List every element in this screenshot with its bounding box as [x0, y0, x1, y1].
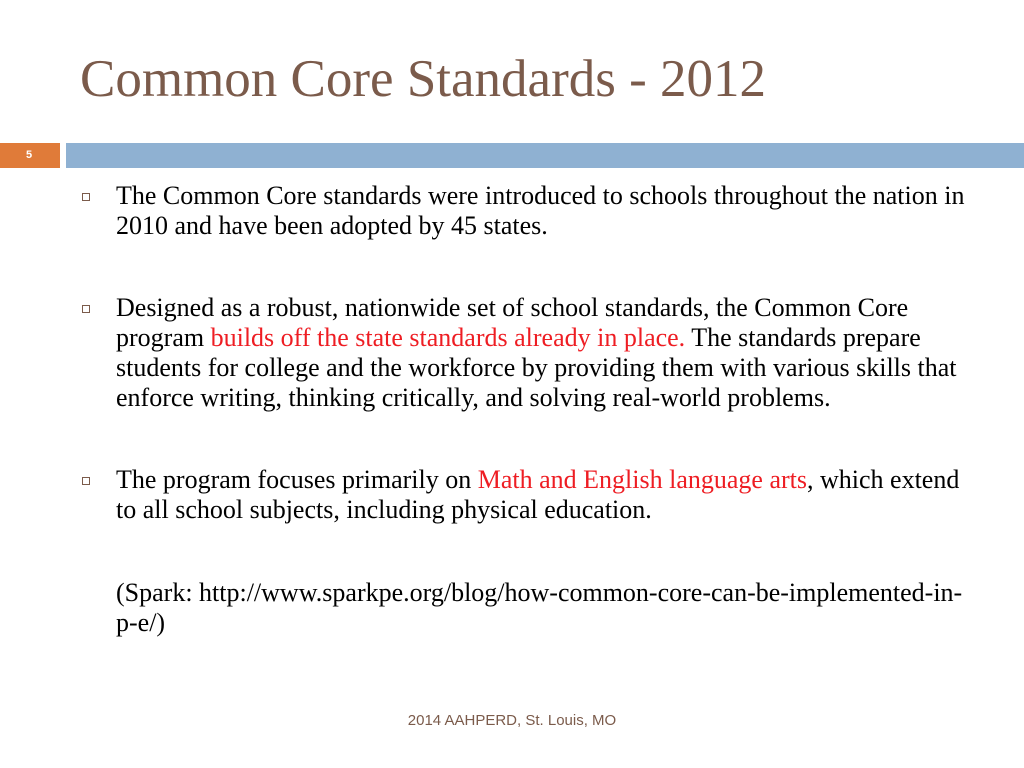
square-bullet-icon [82, 477, 90, 485]
bullet-item [82, 181, 982, 241]
slide-title: Common Core Standards - 2012 [80, 50, 766, 108]
bullet-text: The program focuses primarily on [116, 465, 478, 494]
bullet-highlight: Math and English language arts [477, 465, 807, 494]
bullet-item [82, 465, 982, 525]
header-divider-bar [66, 143, 1024, 168]
citation-text: (Spark: http://www.sparkpe.org/blog/how-common-core-can-be-implemented-in-p-e/) [116, 578, 963, 637]
bullet-text: , which extend to all school subjects, including physical education. [116, 465, 960, 524]
bullet-item [82, 293, 982, 413]
bullet-text: The Common Core standards were introduced to schools throughout the nation in 2010 and have been adopted by 45 states. [116, 181, 965, 240]
slide-footer: 2014 AAHPERD, St. Louis, MO [407, 712, 617, 729]
square-bullet-icon [82, 305, 90, 313]
square-bullet-icon [82, 193, 90, 201]
slide-content [82, 181, 982, 638]
slide-number: 5 [0, 143, 60, 168]
bullet-text: Designed as a robust, nationwide set of school standards, the Common Core program [116, 293, 909, 352]
bullet-highlight: builds off the state standards already in place. [210, 323, 686, 352]
bullet-text: The standards prepare students for college and the workforce by providing them with various skills that enforce writing, thinking critically, and solving real-world problems. [116, 323, 957, 412]
